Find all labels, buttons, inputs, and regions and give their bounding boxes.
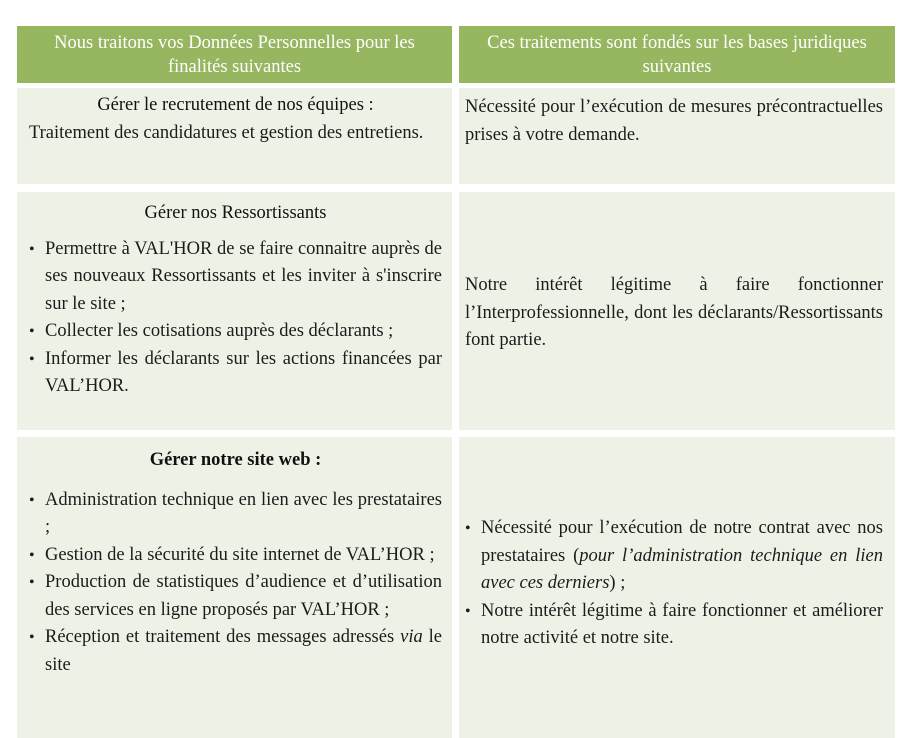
row1-title: Gérer le recrutement de nos équipes : [97, 95, 374, 115]
list-item: • Gestion de la sécurité du site internet de VAL’HOR ; [29, 542, 442, 570]
row2-purpose [17, 192, 452, 430]
list-item: • Production de statistiques d’audience et d’utilisation des services en ligne proposés par VAL’HOR ; [29, 569, 442, 624]
row3-title: Gérer notre site web : [149, 450, 322, 470]
row3-list [29, 487, 442, 680]
header-left [17, 26, 452, 83]
row2-title: Gérer nos Ressortissants [144, 203, 327, 223]
header-left-text: Nous traitons vos Données Personnelles pour les finalités suivantes [54, 32, 415, 77]
row1-text: Traitement des candidatures et gestion des entretiens. [29, 122, 424, 143]
row2-basis-text: Notre intérêt légitime à faire fonctionner l’Interprofessionnelle, dont les déclarants/Ressortissants font partie. [465, 275, 883, 350]
basis1-post: ) ; [609, 573, 626, 593]
row2-list [29, 236, 442, 401]
list-item: • Notre intérêt légitime à faire fonctionner et améliorer notre activité et notre site. [465, 598, 883, 653]
basis1-pre: Nécessité pour l’exécution de notre contrat avec nos prestataires ( [481, 518, 883, 566]
list-item [465, 515, 883, 598]
list-item: • Permettre à VAL'HOR de se faire connaitre auprès de ses nouveaux Ressortissants et les inviter à s'inscrire sur le site ; [29, 236, 442, 319]
list-item [29, 624, 442, 679]
row3-basis [459, 437, 895, 738]
header-right [459, 26, 895, 83]
row2-basis [459, 192, 895, 430]
list-item: • Informer les déclarants sur les actions financées par VAL’HOR. [29, 346, 442, 401]
basis1-em: pour l’administration technique en lien avec ces derniers [481, 545, 883, 593]
list-item: • Collecter les cotisations auprès des déclarants ; [29, 318, 442, 346]
item4-pre: Réception et traitement des messages adressés [45, 627, 401, 647]
row1-basis [459, 88, 895, 184]
item4-post: le site [45, 627, 442, 675]
header-right-text: Ces traitements sont fondés sur les bases juridiques suivantes [487, 32, 867, 77]
row1-purpose [17, 88, 452, 184]
row3-purpose [17, 437, 452, 738]
item4-em: via [400, 627, 423, 647]
row1-basis-text: Nécessité pour l’exécution de mesures précontractuelles prises à votre demande. [465, 97, 883, 145]
list-item: • Administration technique en lien avec les prestataires ; [29, 487, 442, 542]
row3-basis-list [465, 515, 883, 653]
